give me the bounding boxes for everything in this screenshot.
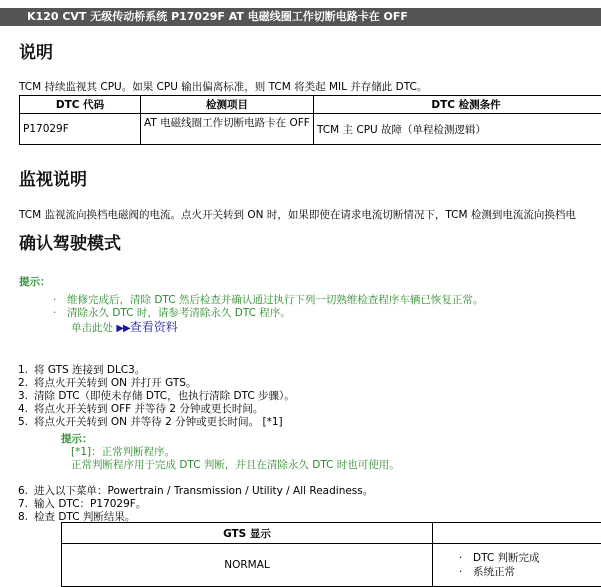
hint-item: · 清除永久 DTC 时，请参考清除永久 DTC 程序。 (53, 305, 291, 320)
sub-hint-label: 提示： (61, 431, 93, 446)
step-item: 3. 清除 DTC（即使未存储 DTC，也执行清除 DTC 步骤）。 (0, 388, 295, 403)
description-text: TCM 持续监视其 CPU。如果 CPU 输出偏离标准，则 TCM 将类起 MIL 并存储此 DTC。 (19, 79, 427, 94)
dtc-table-header-cell: DTC 代码 (20, 96, 141, 114)
sub-hint-text: [*1]：正常判断程序。 (71, 444, 175, 459)
dtc-table-header-cell: 检测项目 (141, 96, 314, 114)
view-reference-link[interactable]: ▶▶查看资料 (116, 320, 177, 334)
double-arrow-icon: ▶▶ (116, 323, 129, 334)
page-title-bar (0, 8, 601, 26)
gts-normal-cell: NORMAL (62, 544, 433, 587)
bullet-icon: · (459, 565, 473, 579)
section-heading-description: 说明 (19, 38, 53, 63)
gts-display-header: GTS 显示 (62, 523, 433, 544)
bullet-icon: · (459, 551, 473, 565)
step-item: 8. 检查 DTC 判断结果。 (0, 509, 135, 524)
link-prefix: 单击此处 (71, 322, 113, 334)
step-item: 6. 进入以下菜单：Powertrain / Transmission / Utility / All Readiness。 (0, 483, 373, 498)
table-row (62, 544, 601, 587)
dtc-table-header (20, 96, 601, 114)
gts-result-table (61, 522, 601, 587)
reference-link-row (71, 318, 178, 335)
sub-hint-text: 正常判断程序用于完成 DTC 判断，并且在清除永久 DTC 时也可使用。 (71, 457, 400, 472)
list-item: · DTC 判断完成 (459, 551, 601, 565)
step-item: 4. 将点火开关转到 OFF 并等待 2 分钟或更长时间。 (0, 401, 263, 416)
hint-item: · 维修完成后，清除 DTC 然后检查并确认通过执行下列一切熟维检查程序车辆已恢复正常。 (53, 292, 483, 307)
dtc-code-cell: P17029F (20, 114, 141, 145)
step-item: 7. 输入 DTC：P17029F。 (0, 496, 146, 511)
list-item: · 系统正常 (459, 565, 601, 579)
monitor-text: TCM 监视流向换档电磁阀的电流。点火开关转到 ON 时，如果即使在请求电流切断情况下，TCM 检测到电流流向换档电 (19, 207, 576, 222)
dtc-table-header-cell: DTC 检测条件 (314, 96, 601, 114)
section-heading-monitor: 监视说明 (19, 165, 87, 190)
detection-condition-cell: TCM 主 CPU 故障（单程检测逻辑） (314, 114, 601, 145)
bullet-icon: · (53, 307, 67, 319)
gts-result-cell (433, 544, 601, 587)
dtc-table (19, 95, 601, 145)
gts-result-header (433, 523, 601, 544)
hint-label: 提示： (19, 274, 51, 289)
step-item: 5. 将点火开关转到 ON 并等待 2 分钟或更长时间。 [*1] (0, 414, 283, 429)
bullet-icon: · (53, 294, 67, 306)
gts-table-header (62, 523, 601, 544)
step-item: 2. 将点火开关转到 ON 并打开 GTS。 (0, 375, 196, 390)
step-item: 1. 将 GTS 连接到 DLC3。 (0, 362, 145, 377)
detection-item-cell: AT 电磁线圈工作切断电路卡在 OFF (141, 114, 314, 145)
page-title: K120 CVT 无级传动桥系统 P17029F AT 电磁线圈工作切断电路卡在 OFF (27, 10, 408, 23)
section-heading-confirm-driving: 确认驾驶模式 (19, 229, 121, 254)
table-row (20, 114, 601, 145)
